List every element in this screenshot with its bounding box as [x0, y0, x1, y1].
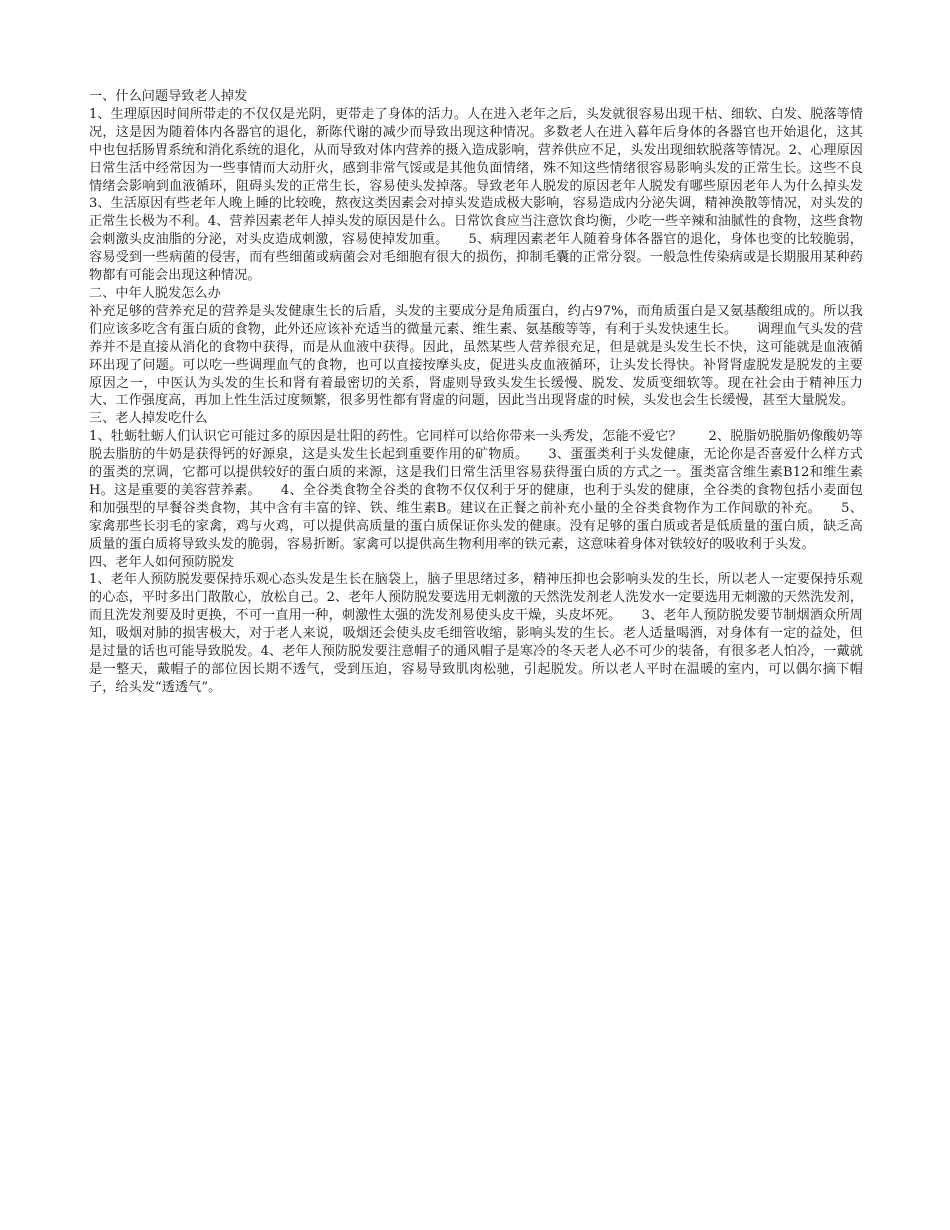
section-causes — [89, 88, 863, 285]
section-prevention — [89, 554, 863, 697]
section-heading: 二、中年人脱发怎么办 — [89, 285, 221, 301]
document-page — [89, 88, 863, 697]
section-heading: 四、老年人如何预防脱发 — [89, 554, 235, 570]
section-body: 1、牡蛎牡蛎人们认识它可能过多的原因是壮阳的药性。它同样可以给你带来一头秀发，怎能不爱它？ 2、脱脂奶脱脂奶像酸奶等脱去脂肪的牛奶是获得钙的好源泉，这是头发生长起到重要作用的矿物质。 3、蛋蛋类利于头发健康，无论你是否喜爱什么样方式的蛋类的烹调，它都可以提供较好的蛋白质的来源，这是我们日常生活里容易获得蛋白质的方式之一。蛋类富含维生素B12和维生素H。这是重要的美容营养素。 4、全谷类食物全谷类的食物不仅仅利于牙的健康，也利于头发的健康，全谷类的食物包括小麦面包和加强型的早餐谷类食物，其中含有丰富的锌、铁、维生素B。建议在正餐之前补充小量的全谷类食物作为工作间歇的补充。 5、家禽那些长羽毛的家禽，鸡与火鸡，可以提供高质量的蛋白质保证你头发的健康。没有足够的蛋白质或者是低质量的蛋白质，缺乏高质量的蛋白质将导致头发的脆弱，容易折断。家禽可以提供高生物利用率的铁元素，这意味着身体对铁较好的吸收利于头发。 — [89, 429, 863, 552]
section-middle-aged-hair-loss — [89, 285, 863, 410]
section-body: 1、生理原因时间所带走的不仅仅是光阴，更带走了身体的活力。人在进入老年之后，头发就很容易出现干枯、细软、白发、脱落等情况，这是因为随着体内各器官的退化，新陈代谢的减少而导致出现这种情况。多数老人在进入暮年后身体的各器官也开始退化，这其中也包括肠胃系统和消化系统的退化，从而导致对体内营养的摄入造成影响，营养供应不足，头发出现细软脱落等情况。2、心理原因日常生活中经常因为一些事情而大动肝火，感到非常气馁或是其他负面情绪，殊不知这些情绪很容易影响头发的正常生长。这些不良情绪会影响到血液循环，阻碍头发的正常生长，容易使头发掉落。导致老年人脱发的原因老年人脱发有哪些原因老年人为什么掉头发3、生活原因有些老年人晚上睡的比较晚，熬夜这类因素会对掉头发造成极大影响，容易造成内分泌失调，精神涣散等情况，对头发的正常生长极为不利。4、营养因素老年人掉头发的原因是什么。日常饮食应当注意饮食均衡，少吃一些辛辣和油腻性的食物，这些食物会刺激头皮油脂的分泌，对头皮造成刺激，容易使掉发加重。 5、病理因素老年人随着身体各器官的退化，身体也变的比较脆弱，容易受到一些病菌的侵害，而有些细菌或病菌会对毛细胞有很大的损伤，抑制毛囊的正常分裂。一般急性传染病或是长期服用某种药物都有可能会出现这种情况。 — [89, 106, 863, 284]
section-heading: 三、老人掉发吃什么 — [89, 411, 208, 427]
section-body: 1、老年人预防脱发要保持乐观心态头发是生长在脑袋上，脑子里思绪过多，精神压抑也会影响头发的生长，所以老人一定要保持乐观的心态，平时多出门散散心，放松自己。2、老年人预防脱发要选用无刺激的天然洗发剂老人洗发水一定要选用无刺激的天然洗发剂，而且洗发剂要及时更换，不可一直用一种，刺激性太强的洗发剂易使头皮干燥，头皮坏死。 3、老年人预防脱发要节制烟酒众所周知，吸烟对肺的损害极大，对于老人来说，吸烟还会使头皮毛细管收缩，影响头发的生长。老人适量喝酒，对身体有一定的益处，但是过量的话也可能导致脱发。4、老年人预防脱发要注意帽子的通风帽子是寒冷的冬天老人必不可少的装备，有很多老人怕冷，一戴就是一整天，戴帽子的部位因长期不透气，受到压迫，容易导致肌肉松驰，引起脱发。所以老人平时在温暖的室内，可以偶尔摘下帽子，给头发“透透气”。 — [89, 572, 863, 695]
section-heading: 一、什么问题导致老人掉发 — [89, 89, 248, 104]
section-what-to-eat — [89, 410, 863, 553]
section-body: 补充足够的营养充足的营养是头发健康生长的后盾，头发的主要成分是角质蛋白，约占97%，而角质蛋白是又氨基酸组成的。所以我们应该多吃含有蛋白质的食物，此外还应该补充适当的微量元素、维生素、氨基酸等等，有利于头发快速生长。 调理血气头发的营养并不是直接从消化的食物中获得，而是从血液中获得。因此，虽然某些人营养很充足，但是就是头发生长不快，这可能就是血液循环出现了问题。可以吃一些调理血气的食物，也可以直接按摩头皮，促进头皮血液循环，让头发长得快。补肾肾虚脱发是脱发的主要原因之一，中医认为头发的生长和肾有着最密切的关系，肾虚则导致头发生长缓慢、脱发、发质变细软等。现在社会由于精神压力大、工作强度高，再加上性生活过度频繁，很多男性都有肾虚的问题，因此当出现肾虚的时候，头发也会生长缓慢，甚至大量脱发。 — [89, 303, 863, 409]
